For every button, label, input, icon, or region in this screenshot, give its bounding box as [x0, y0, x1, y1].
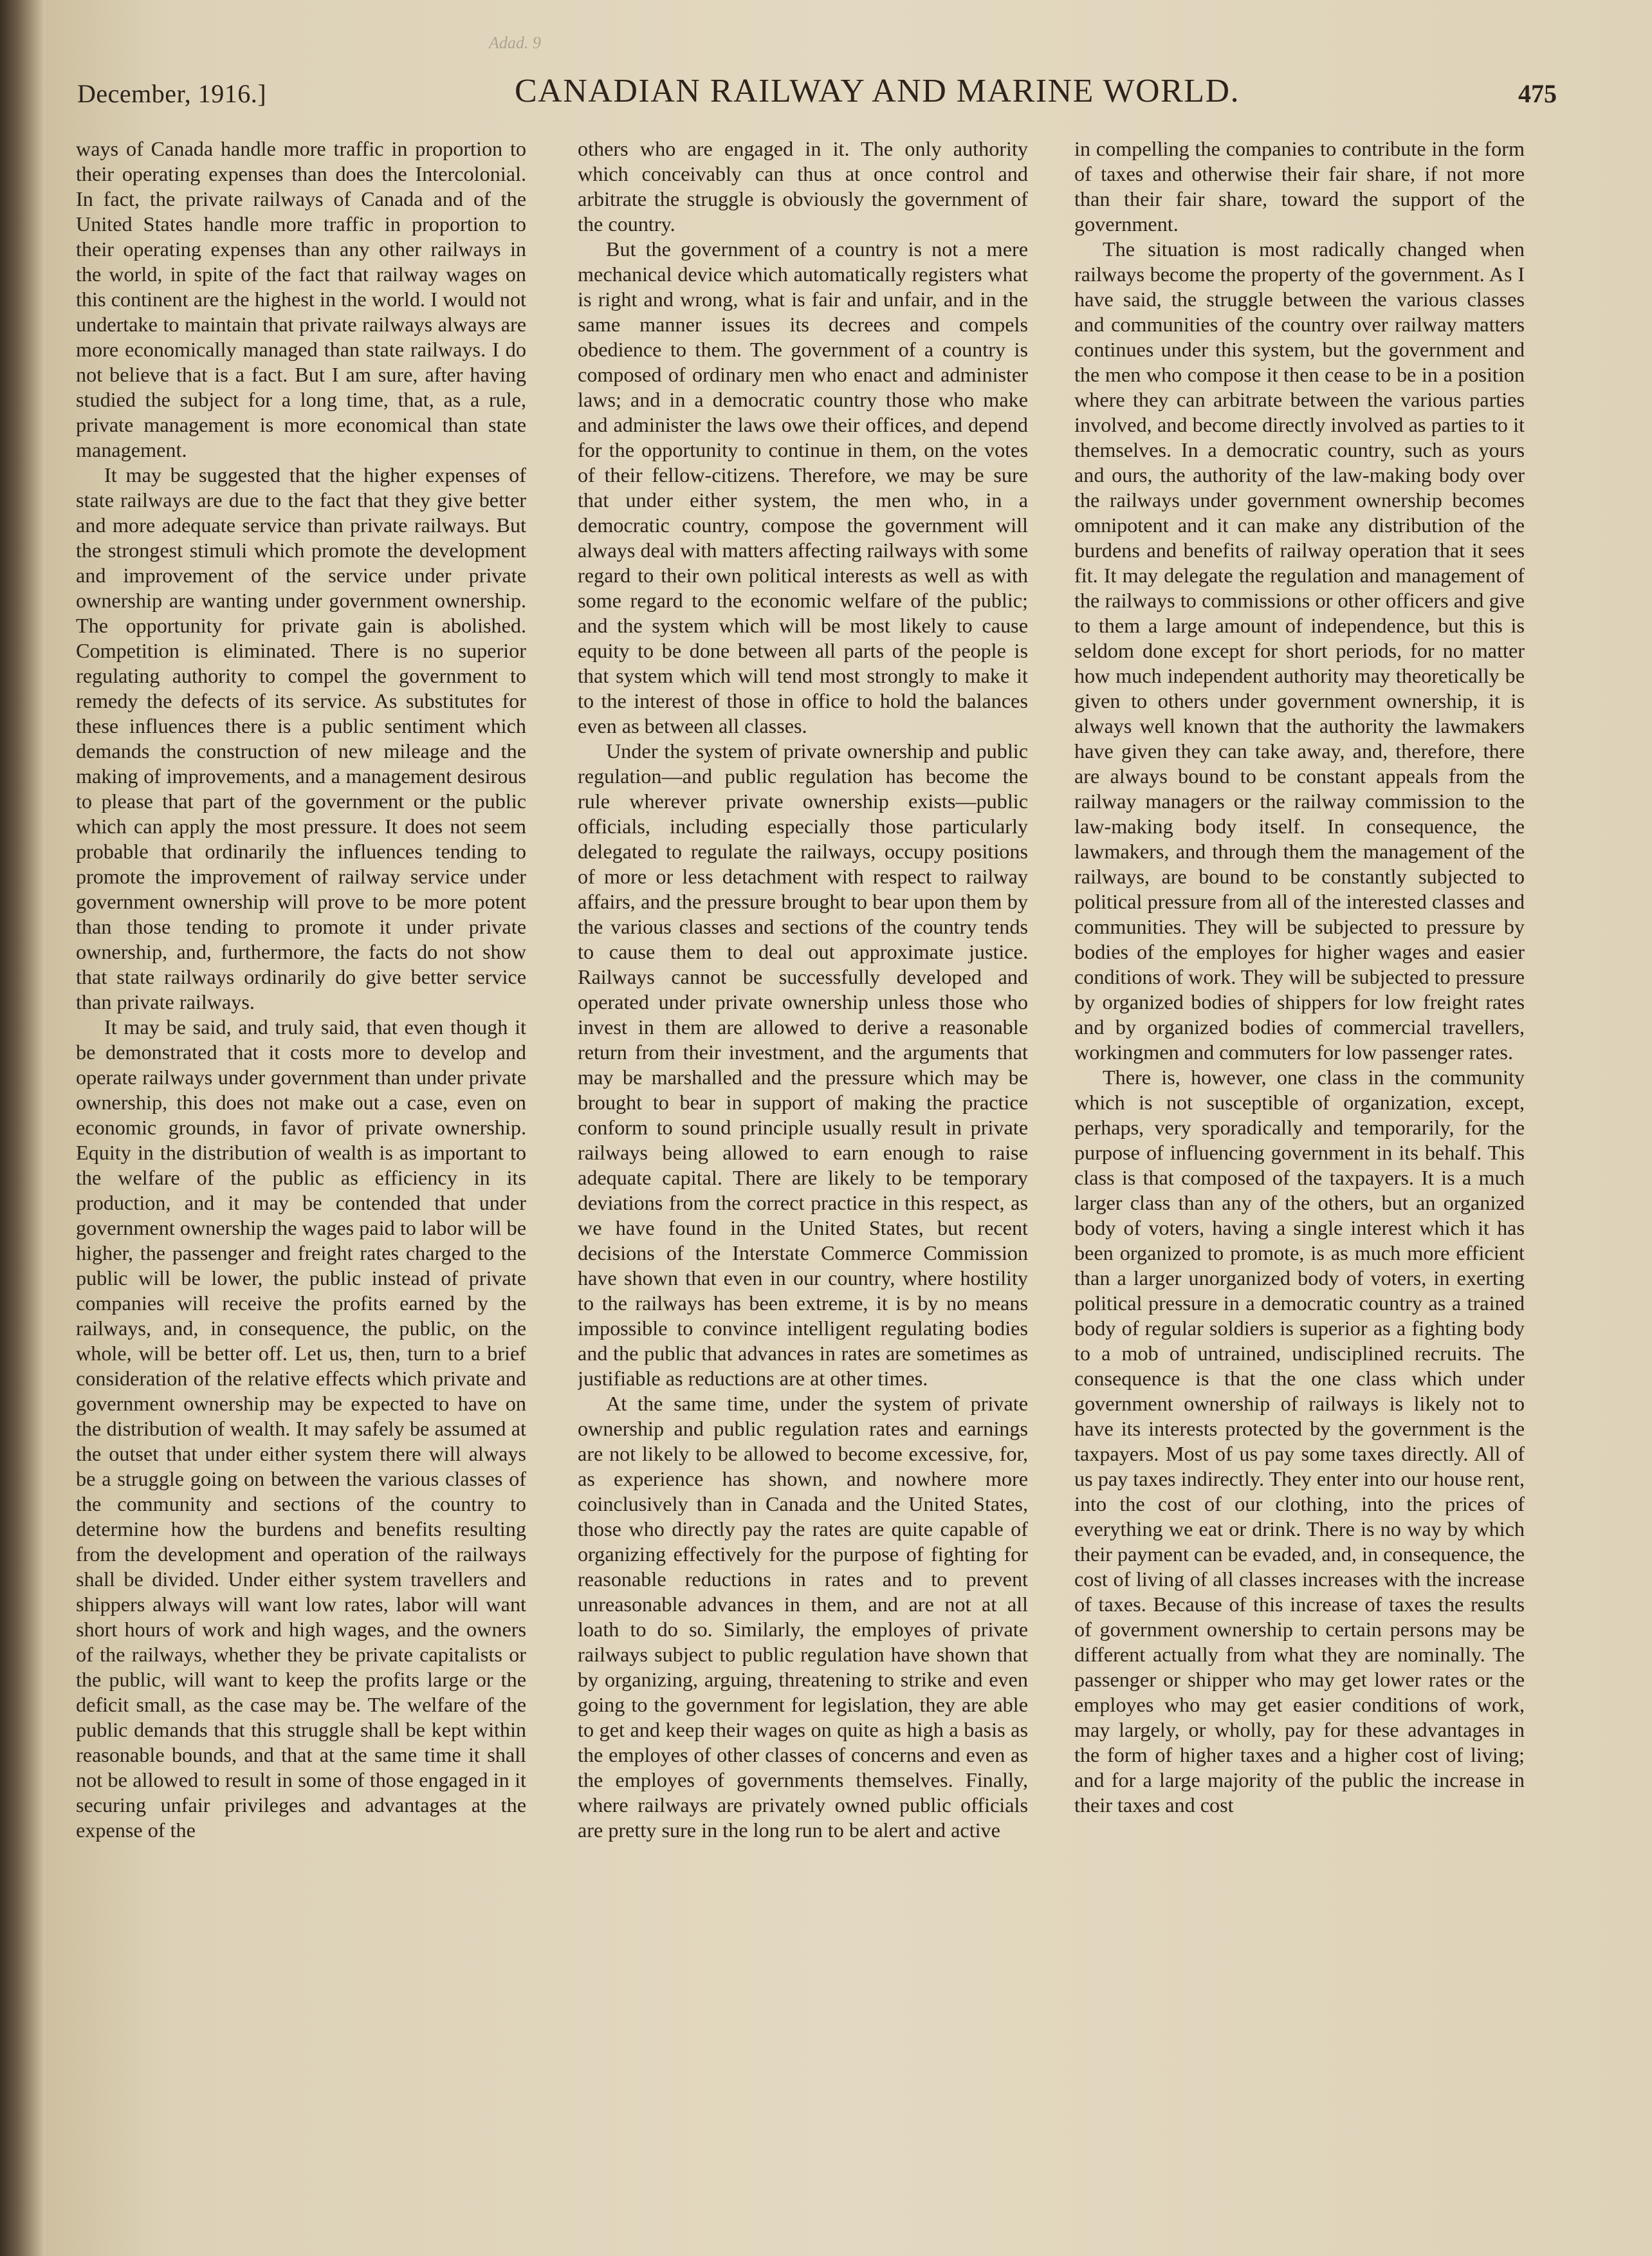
- text-column-1: [76, 136, 526, 2221]
- paragraph: others who are engaged in it. The only authority which conceivably can thus at once control and arbitrate the struggle is obviously the government of the country.: [578, 137, 1028, 236]
- paragraph: It may be suggested that the higher expenses of state railways are due to the fact that they give better and more adequate service than private railways. But the strongest stimuli which promote the development and improvement of the service under private ownership are wanting under government ownership. The opportunity for private gain is abolished. Competition is eliminated. There is no superior regulating authority to compel the government to remedy the defects of its service. As substitutes for these influences there is a public sentiment which demands the construction of new mileage and the making of improvements, and a management desirous to please that part of the government or the public which can apply the most pressure. It does not seem probable that ordinarily the influences tending to promote the improvement of railway service under government ownership will prove to be more potent than those tending to promote it under private ownership, and, furthermore, the facts do not show that state railways ordinarily do give better service than private railways.: [76, 463, 526, 1013]
- page-number: 475: [1518, 79, 1557, 108]
- text-column-3: [1074, 136, 1525, 2221]
- paragraph: in compelling the companies to contribute in the form of taxes and otherwise their fair share, if not more than their fair share, toward the support of the government.: [1074, 137, 1525, 236]
- running-header: [77, 72, 1557, 117]
- paragraph: The situation is most radically changed when railways become the property of the government. As I have said, the struggle between the various classes and communities of the country over railway matters continues under this system, but the government and the men who compose it then cease to be in a position where they can arbitrate between the various parties involved, and become directly involved as parties to it themselves. In a democratic country, such as yours and ours, the authority of the law-making body over the railways under government ownership becomes omnipotent and it can make any distribution of the burdens and benefits of railway operation that it sees fit. It may delegate the regulation and management of the railways to commissions or other officers and give to them a large amount of independence, but this is seldom done except for short periods, for no matter how much independent authority may theoretically be given to others under government ownership, it is always well known that the authority the lawmakers have given they can take away, and, therefore, there are always bound to be constant appeals from the railway managers or the railway commission to the law-making body itself. In consequence, the lawmakers, and through them the management of the railways, are bound to be constantly subjected to political pressure from all of the interested classes and communities. They will be subjected to pressure by bodies of the employes for higher wages and easier conditions of work. They will be subjected to pressure by organized bodies of shippers for low freight rates and by organized bodies of commercial travellers, workingmen and commuters for low passenger rates.: [1074, 237, 1525, 1064]
- library-stamp: Adad. 9: [489, 33, 541, 52]
- header-title: CANADIAN RAILWAY AND MARINE WORLD.: [515, 73, 1240, 109]
- paragraph: ways of Canada handle more traffic in proportion to their operating expenses than does the Intercolonial. In fact, the private railways of Canada and of the United States handle more traffic in proportion to their operating expenses than any other railways in the world, in spite of the fact that railway wages on this continent are the highest in the world. I would not undertake to maintain that private railways always are more economically managed than state railways. I do not believe that is a fact. But I am sure, after having studied the subject for a long time, that, as a rule, private management is more economical than state management.: [76, 137, 526, 461]
- paragraph: But the government of a country is not a mere mechanical device which automatically registers what is right and wrong, what is fair and unfair, and in the same manner issues its decrees and compels obedience to them. The government of a country is composed of ordinary men who enact and administer laws; and in a democratic country those who make and administer the laws owe their offices, and depend for the opportunity to continue in them, on the votes of their fellow-citizens. Therefore, we may be sure that under either system, the men who, in a democratic country, compose the government will always deal with matters affecting railways with some regard to their own political interests as well as with some regard to the economic welfare of the public; and the system which will be most likely to cause equity to be done between all parts of the people is that system which will tend most strongly to make it to the interest of those in office to hold the balances even as between all classes.: [578, 237, 1028, 737]
- paragraph: There is, however, one class in the community which is not susceptible of organization, except, perhaps, very sporadically and temporarily, for the purpose of influencing government in its behalf. This class is that composed of the taxpayers. It is a much larger class than any of the others, but an organized body of voters, having a single interest which it has been organized to promote, is as much more efficient than a larger unorganized body of voters, in exerting political pressure in a democratic country as a trained body of regular soldiers is superior as a fighting body to a mob of untrained, undisciplined recruits. The consequence is that the one class which under government ownership of railways is likely not to have its interests protected by the government is the taxpayers. Most of us pay some taxes directly. All of us pay taxes indirectly. They enter into our house rent, into the cost of our clothing, into the prices of everything we eat or drink. There is no way by which their payment can be evaded, and, in consequence, the cost of living of all classes increases with the increase of taxes. Because of this increase of taxes the results of government ownership to certain persons may be different actually from what they are nominally. The passenger or shipper who may get lower rates or the employes who may get easier conditions of work, may largely, or wholly, pay for these advantages in the form of higher taxes and a higher cost of living; and for a large majority of the public the increase in their taxes and cost: [1074, 1066, 1525, 1817]
- book-spine-shadow: [0, 0, 45, 2256]
- paragraph: It may be said, and truly said, that even though it be demonstrated that it costs more to develop and operate railways under government than under private ownership, this does not make out a case, even on economic grounds, in favor of private ownership. Equity in the distribution of wealth is as important to the welfare of the public as efficiency in its production, and it may be contended that under government ownership the wages paid to labor will be higher, the passenger and freight rates charged to the public will be lower, the public instead of private companies will receive the profits earned by the railways, and, in consequence, the public, on the whole, will be better off. Let us, then, turn to a brief consideration of the relative effects which private and government ownership may be expected to have on the distribution of wealth. It may safely be assumed at the outset that under either system there will always be a struggle going on between the various classes of the community and sections of the country to determine how the burdens and benefits resulting from the development and operation of the railways shall be divided. Under either system travellers and shippers always will want low rates, labor will want short hours of work and high wages, and the owners of the railways, whether they be private capitalists or the public, will want to keep the profits large or the deficit small, as the case may be. The welfare of the public demands that this struggle shall be kept within reasonable bounds, and that at the same time it shall not be allowed to result in some of those engaged in it securing unfair privileges and advantages at the expense of the: [76, 1015, 526, 1842]
- paragraph: Under the system of private ownership and public regulation—and public regulation has become the rule wherever private ownership exists—public officials, including especially those particularly delegated to regulate the railways, occupy positions of more or less detachment with respect to railway affairs, and the pressure brought to bear upon them by the various classes and sections of the country tends to cause them to deal out approximate justice. Railways cannot be successfully developed and operated under private ownership unless those who invest in them are allowed to derive a reasonable return from their investment, and the arguments that may be marshalled and the pressure which may be brought to bear in support of making the practice conform to sound principle usually result in private railways being allowed to earn enough to raise adequate capital. There are likely to be temporary deviations from the correct practice in this respect, as we have found in the United States, but recent decisions of the Interstate Commerce Commission have shown that even in our country, where hostility to the railways has been extreme, it is by no means impossible to convince intelligent regulating bodies and the public that advances in rates are sometimes as justifiable as reductions are at other times.: [578, 739, 1028, 1390]
- paragraph: At the same time, under the system of private ownership and public regulation rates and earnings are not likely to be allowed to become excessive, for, as experience has shown, and nowhere more coinclusively than in Canada and the United States, those who directly pay the rates are quite capable of organizing effectively for the purpose of fighting for reasonable reductions in rates and to prevent unreasonable advances in them, and are not at all loath to do so. Similarly, the employes of private railways subject to public regulation have shown that by organizing, arguing, threatening to strike and even going to the government for legislation, they are able to get and keep their wages on quite as high a basis as the employes of other classes of concerns and even as the employes of governments themselves. Finally, where railways are privately owned public officials are pretty sure in the long run to be alert and active: [578, 1392, 1028, 1842]
- text-column-2: [578, 136, 1028, 2221]
- header-date: December, 1916.]: [77, 79, 267, 108]
